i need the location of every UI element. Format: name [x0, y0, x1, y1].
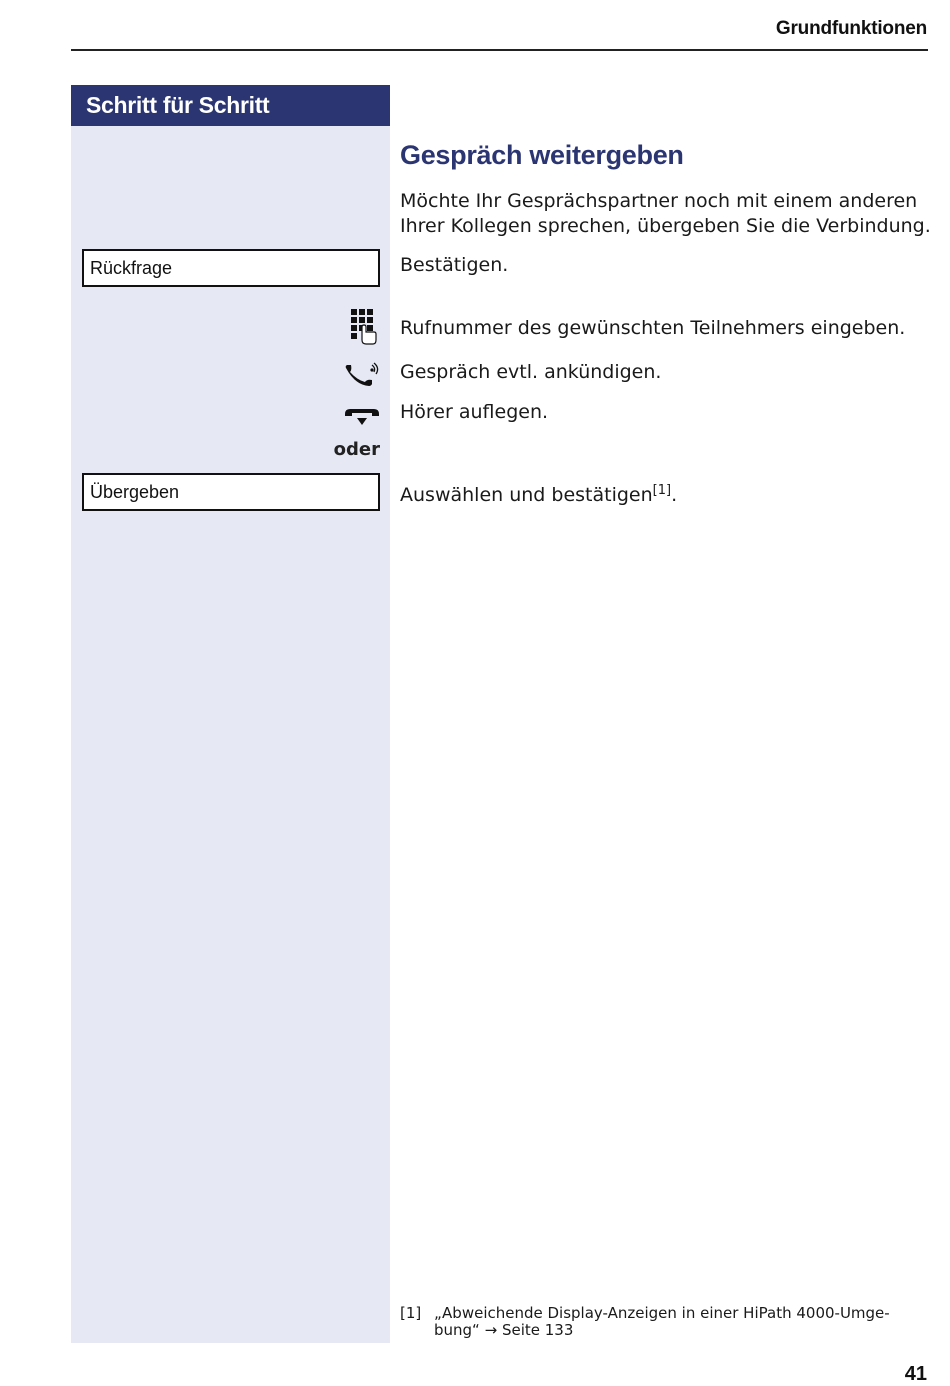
step-select — [400, 478, 677, 508]
step-announce: Gespräch evtl. ankündigen. — [400, 361, 662, 383]
footnote-number: [1] — [400, 1304, 422, 1322]
footnote-line-2-text: bung“ — [434, 1321, 480, 1339]
sidebar-heading: Schritt für Schritt — [71, 85, 390, 126]
softkey-rueckfrage: Rückfrage — [82, 249, 380, 287]
page-reference[interactable]: Seite 133 — [501, 1321, 574, 1339]
step-select-end: . — [671, 484, 678, 506]
running-header: Grundfunktionen — [775, 18, 927, 39]
footnote-text — [434, 1305, 924, 1339]
section-title: Gespräch weitergeben — [400, 140, 684, 170]
keypad-icon — [348, 307, 380, 345]
arrow-right-icon: → — [484, 1321, 498, 1339]
step-dial: Rufnummer des gewünschten Teilnehmers eingeben. — [400, 317, 906, 339]
intro-line-2: Ihrer Kollegen sprechen, übergeben Sie die Verbindung. — [400, 215, 931, 237]
footnote-ref[interactable]: [1] — [652, 483, 672, 498]
page-number: 41 — [904, 1363, 927, 1385]
oder-label: oder — [333, 439, 380, 460]
handset-speaking-icon — [343, 362, 381, 388]
hang-up-icon — [343, 404, 381, 428]
step-select-text: Auswählen und bestätigen — [400, 484, 653, 506]
footnote-line-1: „Abweichende Display-Anzeigen in einer HiPath 4000-Umge- — [434, 1304, 890, 1322]
intro-line-1: Möchte Ihr Gesprächspartner noch mit einem anderen — [400, 190, 918, 212]
step-confirm: Bestätigen. — [400, 254, 509, 276]
step-hangup: Hörer auflegen. — [400, 401, 549, 423]
footnote-line-2 — [434, 1322, 924, 1339]
softkey-uebergeben: Übergeben — [82, 473, 380, 511]
header-rule — [71, 49, 928, 51]
